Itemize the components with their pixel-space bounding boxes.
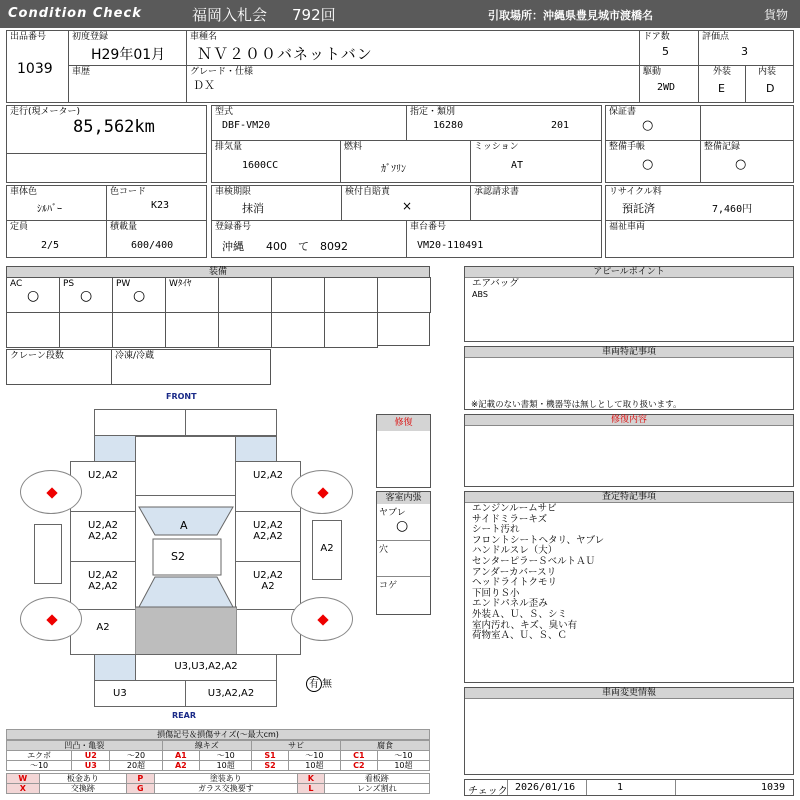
maintenance-cell: 整備記録 ○ [700, 140, 794, 183]
displacement-cell: 排気量 1600CC [211, 140, 341, 183]
color-code: K23 [151, 200, 170, 211]
score-cell: 評価点 3 [698, 30, 794, 66]
repair-box: 修復 [376, 414, 431, 488]
welfare-cell: 福祉車両 [605, 220, 794, 258]
legend-key: 塗装あり [154, 774, 298, 784]
history-cell: 車歴 [68, 65, 187, 103]
legend-key: レンズ割れ [324, 784, 429, 794]
legend-cell: 10超 [288, 761, 340, 771]
legend-cell: A2 [162, 761, 200, 771]
legend-cell: 10超 [200, 761, 252, 771]
recycle-amount: 7,460円 [712, 204, 753, 215]
inspection-note-line: 下回りＳ小 [472, 587, 520, 599]
tire-front-right[interactable] [291, 470, 353, 514]
legend-key: ガラス交換要す [154, 784, 298, 794]
inspection-notes-section: 査定特記事項 エンジンルームサビ サイドミラーキズ シート汚れ フロントシートヘタリ、ヤブレ ハンドルスレ（大） センターピラーＳベルトＡＵ アンダーカバースリ ヘッドライトクモリ 下回りＳ小 エンドパネル歪み 外装Ａ、Ｕ、Ｓ、シミ 室内汚れ、キズ、臭い有 荷物室Ａ、Ｕ、Ｓ、Ｃ [464, 491, 794, 683]
tire-rear-right[interactable] [291, 597, 353, 641]
legend-key: W [7, 774, 40, 784]
tire-rear-left[interactable] [20, 597, 82, 641]
roof-mark: A [180, 519, 188, 532]
equipment-slot [271, 312, 325, 348]
legend-cell: 〜10 [200, 751, 252, 761]
fuel-cell: 燃料 ｶﾞｿﾘﾝ [340, 140, 471, 183]
panel-front-left[interactable]: U2,A2 [70, 461, 136, 512]
inspection-note-line: サイドミラーキズ [472, 513, 548, 525]
seat-mark: S2 [171, 550, 185, 563]
first-registration: H29年01月 [91, 47, 166, 63]
legend-cell: 〜10 [288, 751, 340, 761]
legend-key: P [127, 774, 154, 784]
mileage-sub-cell [6, 153, 207, 183]
front-bumper-right[interactable] [235, 436, 277, 462]
inspection-note-line: 外装Ａ、Ｕ、Ｓ、シミ [472, 608, 568, 620]
car-name-cell: 車種名 ＮＶ２００バネットバン [186, 30, 640, 66]
displacement: 1600CC [242, 160, 279, 171]
equipment-slot [165, 312, 219, 348]
designation-number: 16280 [433, 120, 464, 131]
inspection: 抹消 [242, 202, 264, 215]
panel-middle-right[interactable]: U2,A2 A2,A2 [235, 511, 301, 562]
equipment-slot [324, 277, 378, 313]
form-title: Condition Check [8, 6, 142, 21]
tire-front-left[interactable] [20, 470, 82, 514]
legend-table [6, 740, 430, 771]
auction-session: 792回 [292, 6, 336, 24]
spare-tire-indicator: 有 無 [306, 675, 332, 692]
color: ｼﾙﾊﾞｰ [37, 204, 62, 215]
equipment-slot [271, 277, 325, 313]
inspection-note-line: 室内汚れ、キズ、臭い有 [472, 619, 578, 631]
legend-group: 凹凸・亀裂 [7, 741, 163, 751]
recycle-cell: リサイクル料 預託済 7,460円 [605, 185, 794, 221]
exterior-cell: 外装 E [698, 65, 746, 103]
special-note: ※記載のない書類・機器等は無しとして取り扱います。 [471, 400, 682, 410]
capacity: 2/5 [41, 240, 60, 251]
legend-group: サビ [252, 741, 341, 751]
manual-cell: 整備手帳 ○ [605, 140, 701, 183]
equipment-slot: PW ○ [112, 277, 166, 313]
inspection-note-line: ハンドルスレ（大） [472, 545, 558, 557]
equipment-slot [59, 312, 113, 348]
chassis-number: VM20-110491 [417, 240, 484, 251]
legend-key: L [298, 784, 324, 794]
legend-cell: 20超 [110, 761, 162, 771]
interior: D [766, 82, 775, 95]
legend-cell: A1 [162, 751, 200, 761]
maintenance: ○ [735, 157, 747, 172]
inspection-note-line: エンジンルームサビ [472, 503, 557, 514]
appeal-line: エアバッグ [472, 278, 519, 289]
rear-bumper-right[interactable]: U3,A2,A2 [185, 680, 277, 707]
rear-bumper-left[interactable]: U3 [94, 680, 186, 707]
model-cell: 型式 DBF-VM20 [211, 105, 407, 141]
load-cell: 積載量 600/400 [106, 220, 207, 258]
inspection-cell: 車検期限 抹消 [211, 185, 342, 221]
equipment-slot: PS ○ [59, 277, 113, 313]
mission: AT [511, 160, 524, 171]
legend-cell: エクボ [7, 751, 72, 761]
legend-cell: 〜10 [7, 761, 72, 771]
inspection-note-line: センターピラーＳベルトＡＵ [472, 555, 596, 567]
color-code-cell: 色コード K23 [106, 185, 207, 221]
legend-cell: U2 [72, 751, 110, 761]
chassis-cell: 車台番号 VM20-110491 [406, 220, 602, 258]
inspection-note-line: シート汚れ [472, 524, 520, 536]
check-lot: 1039 [761, 782, 786, 793]
score: 3 [741, 45, 748, 58]
crane-cell: クレーン段数 [6, 349, 112, 385]
designation-class: 201 [551, 120, 570, 131]
mileage: 85,562km [73, 117, 155, 137]
interior-cell: 内装 D [745, 65, 794, 103]
first-registration-cell: 初度登録 H29年01月 [68, 30, 187, 66]
mission-cell: ミッション AT [470, 140, 602, 183]
rear-corner-left[interactable] [94, 654, 136, 681]
equipment-slot [377, 277, 431, 313]
appeal-line: ABS [472, 289, 488, 299]
legend-key: K [298, 774, 324, 784]
exterior: E [718, 82, 725, 95]
lot-number-cell: 出品番号 1039 [6, 30, 69, 103]
legend-key: 看板跡 [324, 774, 429, 784]
legend-group: 線キズ [162, 741, 252, 751]
panel-middle-left[interactable]: U2,A2 A2,A2 [70, 511, 136, 562]
changes-section: 車両変更情報 [464, 687, 794, 775]
panel-rear-right[interactable]: U2,A2 A2 [235, 561, 301, 610]
panel-rear-left[interactable]: U2,A2 A2,A2 [70, 561, 136, 610]
mileage-cell: 走行(現メーター) 85,562km [6, 105, 207, 154]
manual: ○ [642, 157, 654, 172]
approval-cell: 承認請求書 [470, 185, 602, 221]
equipment-slot [324, 312, 378, 348]
legend-cell: 〜20 [110, 751, 162, 761]
legend-key: G [127, 784, 154, 794]
legend-key: X [7, 784, 40, 794]
warranty-cell: 保証書 ○ [605, 105, 701, 141]
appeal-section: アピールポイント エアバッグ ABS [464, 266, 794, 342]
lot-number: 1039 [17, 61, 53, 77]
color-cell: 車体色 ｼﾙﾊﾞｰ [6, 185, 107, 221]
drive-cell: 駆動 2WD [639, 65, 699, 103]
grade: ＤＸ [193, 79, 215, 92]
check-date: 2026/01/16 [515, 782, 576, 793]
inspection-note-line: アンダーカバースリ [472, 566, 557, 578]
fuel: ｶﾞｿﾘﾝ [381, 164, 406, 175]
legend-title: 損傷記号＆損傷サイズ(〜最大cm) [6, 729, 430, 740]
equipment-slot [218, 277, 272, 313]
legend-cell: C2 [340, 761, 377, 771]
check-row: チェック 2026/01/16 1 1039 [464, 779, 794, 796]
equipment-title: 装備 [7, 267, 429, 278]
recycle-status: 預託済 [622, 202, 655, 215]
front-bumper-center[interactable] [94, 409, 186, 436]
check-count: 1 [617, 782, 624, 793]
equipment-slot: AC ○ [6, 277, 60, 313]
legend-cell: C1 [340, 751, 377, 761]
inspection-note-line: ヘッドライトクモリ [472, 577, 558, 589]
repair-section: 修復内容 [464, 414, 794, 487]
equipment-slot [6, 312, 60, 348]
inspection-note-line: フロントシートヘタリ、ヤブレ [472, 534, 605, 546]
legend-cell: S2 [252, 761, 289, 771]
spare-on-icon: 有 [306, 676, 322, 692]
warranty-extra-cell [700, 105, 794, 141]
designation-cell: 指定・類別 16280 201 [406, 105, 602, 141]
front-label: FRONT [166, 392, 197, 401]
legend-group: 腐食 [340, 741, 429, 751]
legend-key: 交換跡 [39, 784, 126, 794]
rear-tailgate[interactable]: U3,U3,A2,A2 [135, 654, 277, 681]
doors-cell: ドア数 5 [639, 30, 699, 66]
hood[interactable] [135, 436, 236, 496]
header-bar [0, 0, 800, 28]
insurance-cell: 検付自賠責 × [341, 185, 471, 221]
doors: 5 [662, 45, 669, 58]
legend-cell: U3 [72, 761, 110, 771]
vehicle-category: 貨物 [764, 8, 789, 22]
capacity-cell: 定員 2/5 [6, 220, 107, 258]
grade-cell: グレード・仕様 ＤＸ [186, 65, 640, 103]
reg-number-cell: 登録番号 沖縄 400 て 8092 [211, 220, 407, 258]
inspection-note-line: 荷物室Ａ、Ｕ、Ｓ、Ｃ [472, 630, 568, 642]
front-bumper-center-r[interactable] [185, 409, 277, 436]
insurance: × [402, 199, 413, 213]
legend-cell: 10超 [377, 761, 429, 771]
panel-quarter-left[interactable]: A2 [70, 609, 136, 655]
drive: 2WD [657, 82, 676, 93]
equipment-slot: Wﾀｲﾔ [165, 277, 219, 313]
legend-key: 板金あり [39, 774, 126, 784]
reg-number: 沖縄 400 て 8092 [222, 240, 348, 253]
equipment-slot [112, 312, 166, 348]
rear-label: REAR [172, 711, 196, 720]
pickup-location: 引取場所：沖縄県豊見城市渡橋名 [488, 9, 653, 22]
warranty: ○ [642, 118, 654, 133]
model: DBF-VM20 [222, 120, 271, 131]
car-name: ＮＶ２００バネットバン [197, 45, 373, 63]
equipment-slot [218, 312, 272, 348]
inspection-note-line: エンドパネル歪み [472, 598, 548, 610]
cabin-box: 客室内張 ヤブレ ○ 穴 コゲ [376, 491, 431, 615]
fridge-cell: 冷凍/冷蔵 [111, 349, 271, 385]
load: 600/400 [131, 240, 174, 251]
legend-cell: 〜10 [377, 751, 429, 761]
panel-front-right[interactable]: U2,A2 [235, 461, 301, 512]
side-door-right[interactable]: A2 [312, 520, 342, 580]
special-section: 車両特記事項 ※記載のない書類・機器等は無しとして取り扱います。 [464, 346, 794, 410]
side-door-left[interactable] [34, 524, 62, 584]
legend-cell: S1 [252, 751, 289, 761]
auction-name: 福岡入札会 [192, 6, 268, 24]
legend-keys [6, 773, 430, 794]
